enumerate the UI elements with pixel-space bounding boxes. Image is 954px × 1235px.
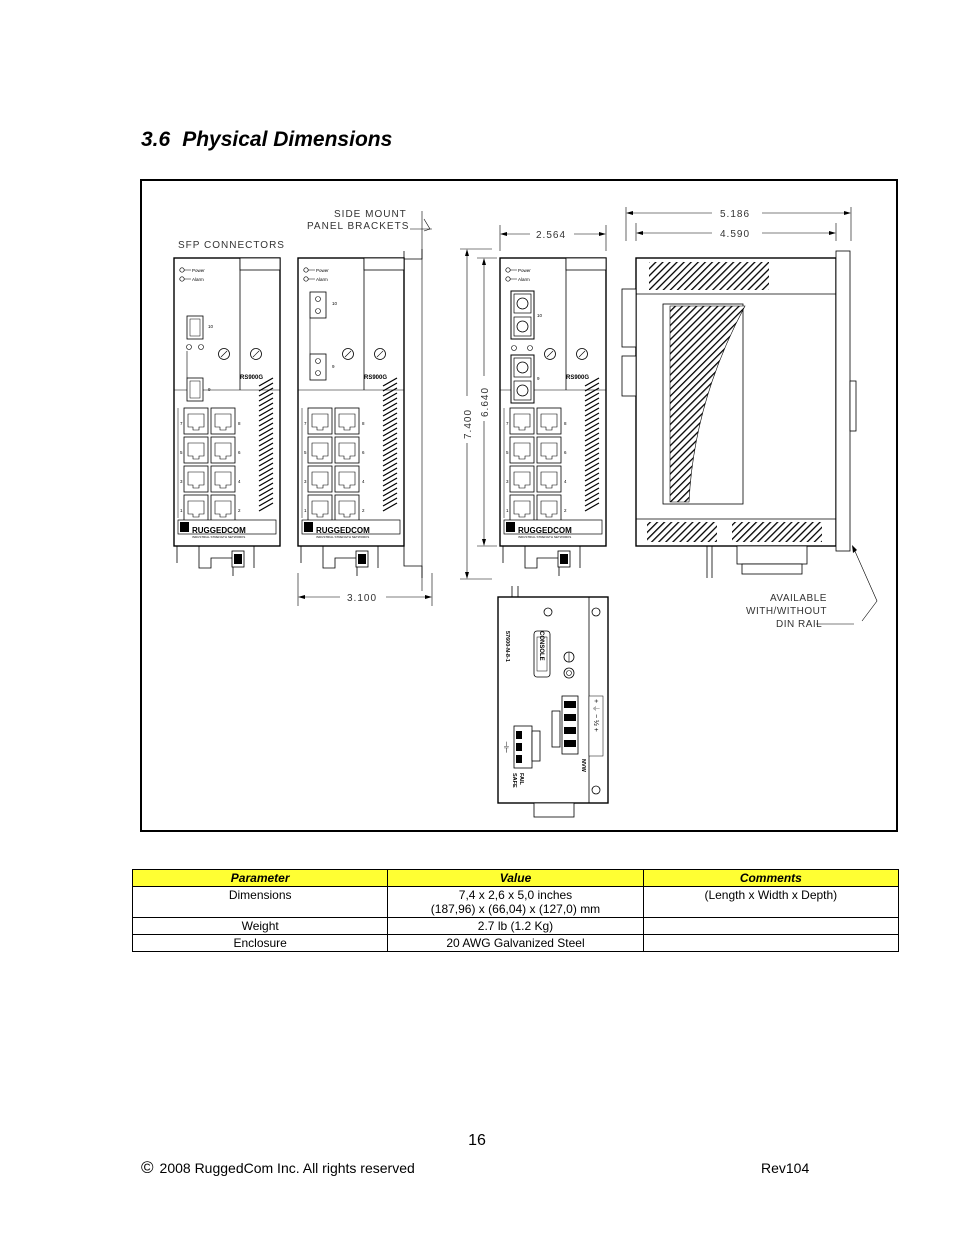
- svg-text:4.590: 4.590: [720, 229, 751, 240]
- section-number: 3.6: [141, 128, 171, 151]
- param-cell: Weight: [133, 918, 388, 935]
- svg-text:5.186: 5.186: [720, 209, 751, 220]
- front-view-middle: [298, 211, 432, 591]
- header-parameter: Parameter: [133, 870, 388, 887]
- svg-text:6.640: 6.640: [480, 386, 491, 417]
- svg-text:5: 5: [304, 450, 307, 455]
- svg-text:6: 6: [238, 450, 241, 455]
- section-title: Physical Dimensions: [182, 128, 393, 151]
- svg-text:RUGGEDCOM: RUGGEDCOM: [518, 526, 572, 535]
- din-label-line2: WITH/WITHOUT: [746, 606, 827, 617]
- table-row: [133, 935, 899, 952]
- svg-text:7: 7: [180, 421, 183, 426]
- table-row: [133, 918, 899, 935]
- dimensions-drawing: [140, 179, 898, 832]
- svg-text:Alarm: Alarm: [518, 277, 530, 282]
- rear-view: [498, 586, 608, 817]
- width-dimension-b: [298, 573, 432, 606]
- depth-dimensions: [626, 207, 851, 241]
- svg-text:10: 10: [332, 301, 338, 306]
- page-number: 16: [468, 1132, 486, 1149]
- svg-text:7: 7: [506, 421, 509, 426]
- svg-text:INDUSTRIAL STRENGTH NETWORKS: INDUSTRIAL STRENGTH NETWORKS: [192, 535, 246, 539]
- side-view: [622, 251, 877, 630]
- svg-text:5: 5: [506, 450, 509, 455]
- value-cell: 2.7 lb (1.2 Kg): [388, 918, 643, 935]
- power-label: Power: [192, 268, 205, 273]
- height-dimensions: [460, 249, 497, 579]
- svg-text:8: 8: [238, 421, 241, 426]
- nvw-label: NVW: [580, 759, 586, 772]
- revision-label: Rev104: [761, 1160, 810, 1176]
- svg-text:Alarm: Alarm: [316, 277, 328, 282]
- svg-text:Power: Power: [518, 268, 531, 273]
- svg-text:2: 2: [564, 508, 567, 513]
- param-cell: Enclosure: [133, 935, 388, 952]
- svg-text:2: 2: [238, 508, 241, 513]
- comment-cell: [643, 935, 898, 952]
- svg-text:9: 9: [208, 387, 211, 392]
- svg-text:2.564: 2.564: [536, 230, 567, 241]
- bracket-label-line2: PANEL BRACKETS: [307, 221, 410, 232]
- value-cell: 20 AWG Galvanized Steel: [388, 935, 643, 952]
- svg-text:RUGGEDCOM: RUGGEDCOM: [316, 526, 370, 535]
- svg-text:4: 4: [362, 479, 365, 484]
- table-header-row: [133, 870, 899, 887]
- svg-text:9: 9: [537, 376, 540, 381]
- svg-text:1: 1: [304, 508, 307, 513]
- width-dimension-a: [500, 225, 606, 251]
- bracket-label-line1: SIDE MOUNT: [334, 209, 407, 220]
- svg-text:⊣⊢: ⊣⊢: [502, 741, 509, 754]
- copyright-notice: [141, 1158, 415, 1178]
- section-heading: [141, 128, 392, 152]
- svg-text:9: 9: [332, 364, 335, 369]
- svg-text:3.100: 3.100: [347, 593, 378, 604]
- fail-label: FAIL: [518, 773, 524, 785]
- svg-text:8: 8: [564, 421, 567, 426]
- svg-text:4: 4: [564, 479, 567, 484]
- svg-text:6: 6: [564, 450, 567, 455]
- front-view-left: [174, 258, 280, 576]
- svg-text:Power: Power: [316, 268, 329, 273]
- svg-text:RS900G: RS900G: [566, 375, 590, 381]
- din-label-line3: DIN RAIL: [776, 619, 823, 630]
- safe-label: SAFE: [511, 773, 517, 788]
- svg-text:7: 7: [304, 421, 307, 426]
- header-comments: Comments: [643, 870, 898, 887]
- comment-cell: [643, 918, 898, 935]
- svg-text:2: 2: [362, 508, 365, 513]
- console-label: CONSOLE: [538, 631, 544, 661]
- specifications-table: [132, 869, 899, 952]
- svg-text:INDUSTRIAL STRENGTH NETWORKS: INDUSTRIAL STRENGTH NETWORKS: [518, 535, 572, 539]
- svg-text:+ ⏚ − ½ +: + ⏚ − ½ +: [592, 699, 599, 732]
- table-row: [133, 887, 899, 918]
- svg-text:4: 4: [238, 479, 241, 484]
- svg-text:6: 6: [362, 450, 365, 455]
- svg-text:INDUSTRIAL STRENGTH NETWORKS: INDUSTRIAL STRENGTH NETWORKS: [316, 535, 370, 539]
- brand-logo: RUGGEDCOM: [192, 526, 246, 535]
- front-view-right: [500, 258, 606, 576]
- svg-text:5: 5: [180, 450, 183, 455]
- param-cell: Dimensions: [133, 887, 388, 918]
- value-cell: 7,4 x 2,6 x 5,0 inches (187,96) x (66,04) x (127,0) mm: [388, 887, 643, 918]
- svg-text:3: 3: [506, 479, 509, 484]
- svg-text:3: 3: [180, 479, 183, 484]
- copyright-symbol: ©: [141, 1158, 154, 1177]
- part-number: 57600-N-8-1: [504, 631, 510, 662]
- svg-text:7.400: 7.400: [463, 408, 474, 439]
- svg-text:1: 1: [506, 508, 509, 513]
- alarm-label: Alarm: [192, 277, 204, 282]
- svg-text:8: 8: [362, 421, 365, 426]
- svg-text:1: 1: [180, 508, 183, 513]
- din-label-line1: AVAILABLE: [770, 593, 827, 604]
- comment-cell: (Length x Width x Depth): [643, 887, 898, 918]
- svg-text:10: 10: [537, 313, 543, 318]
- svg-text:10: 10: [208, 324, 214, 329]
- sfp-connectors-label: SFP CONNECTORS: [178, 240, 285, 251]
- model-label: RS900G: [240, 375, 264, 381]
- copyright-text: 2008 RuggedCom Inc. All rights reserved: [159, 1160, 415, 1176]
- header-value: Value: [388, 870, 643, 887]
- svg-text:3: 3: [304, 479, 307, 484]
- svg-text:RS900G: RS900G: [364, 375, 388, 381]
